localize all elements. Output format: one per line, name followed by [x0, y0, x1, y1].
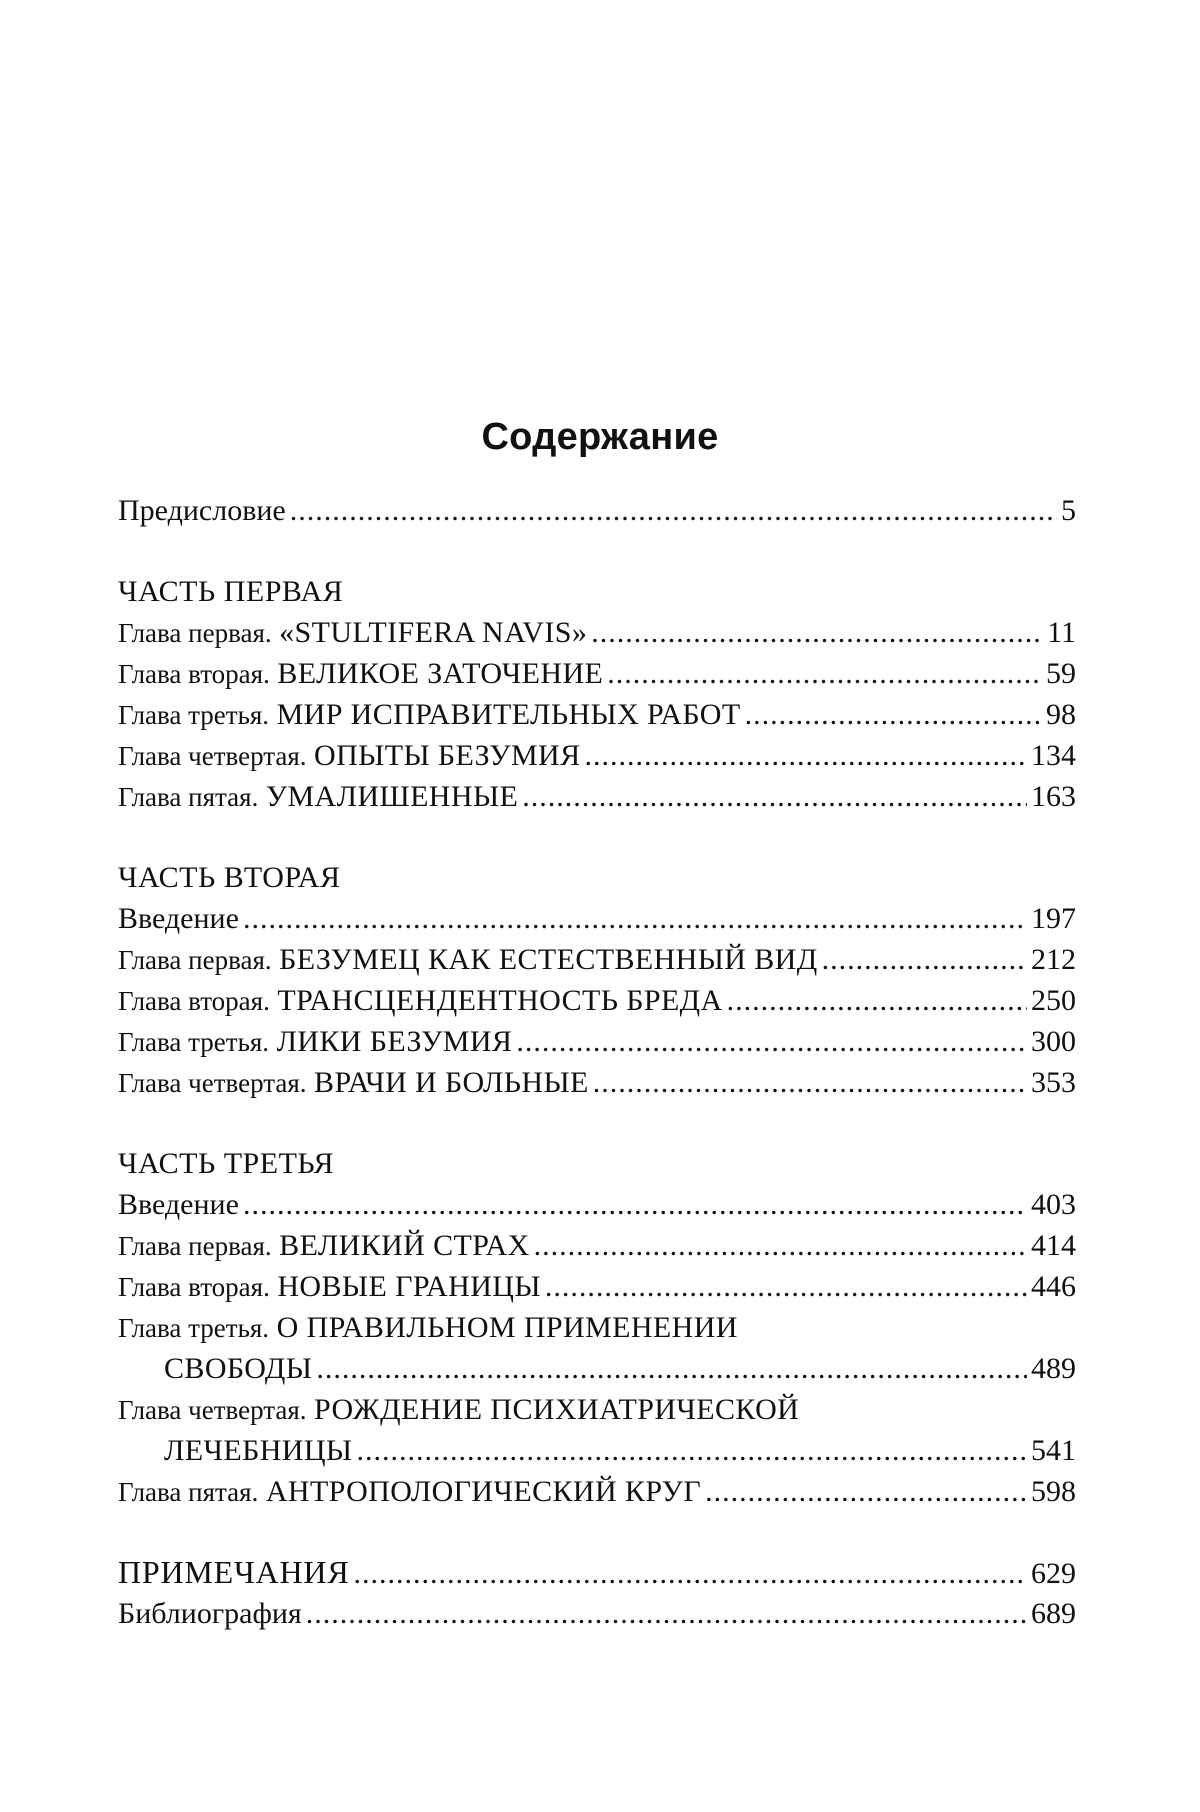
- page-number: 689: [1031, 1597, 1076, 1630]
- page-number: 11: [1047, 616, 1076, 649]
- toc-entry-continuation: [118, 1348, 1076, 1389]
- toc-entry: [118, 1062, 1076, 1103]
- dot-leader: [545, 1266, 1027, 1307]
- chapter-title: ТРАНСЦЕНДЕНТНОСТЬ БРЕДА: [277, 984, 723, 1017]
- dot-leader: [822, 939, 1027, 980]
- dot-leader: [353, 1553, 1027, 1594]
- dot-leader: [516, 1021, 1027, 1062]
- chapter-title: МИР ИСПРАВИТЕЛЬНЫХ РАБОТ: [276, 698, 741, 731]
- entry-label: Введение: [118, 1188, 239, 1221]
- page-number: 98: [1046, 698, 1076, 731]
- page-number: 541: [1031, 1434, 1076, 1467]
- chapter-title: АНТРОПОЛОГИЧЕСКИЙ КРУГ: [265, 1475, 702, 1508]
- chapter-title: ВРАЧИ И БОЛЬНЫЕ: [314, 1066, 589, 1099]
- chapter-prefix: Глава вторая.: [118, 659, 270, 689]
- chapter-title: УМАЛИШЕННЫЕ: [265, 780, 519, 813]
- chapter-prefix: Глава четвертая.: [118, 1395, 307, 1425]
- chapter-prefix: Глава четвертая.: [118, 741, 307, 771]
- toc-entry-notes: [118, 1552, 1076, 1593]
- chapter-title: «STULTIFERA NAVIS»: [279, 616, 588, 649]
- page-number: 300: [1031, 1025, 1076, 1058]
- page-number: 5: [1061, 494, 1076, 527]
- page-number: 629: [1031, 1557, 1076, 1590]
- page-number: 134: [1031, 739, 1076, 772]
- chapter-title: ВЕЛИКОЕ ЗАТОЧЕНИЕ: [277, 657, 604, 690]
- toc-entry: [118, 694, 1076, 735]
- dot-leader: [316, 1348, 1027, 1389]
- chapter-prefix: Глава третья.: [118, 1027, 270, 1057]
- dot-leader: [534, 1225, 1027, 1266]
- toc-entry: [118, 1021, 1076, 1062]
- page-number: 489: [1031, 1352, 1076, 1385]
- dot-leader: [593, 1062, 1027, 1103]
- toc-entry-line1: [118, 1307, 1076, 1348]
- dot-leader: [607, 653, 1042, 694]
- entry-label: Библиография: [118, 1597, 302, 1630]
- toc-entry: [118, 980, 1076, 1021]
- chapter-prefix: Глава первая.: [118, 618, 272, 648]
- chapter-title: РОЖДЕНИЕ ПСИХИАТРИЧЕСКОЙ: [314, 1393, 800, 1426]
- page-number: 163: [1031, 780, 1076, 813]
- toc-entry-intro: [118, 898, 1076, 939]
- page-number: 403: [1031, 1188, 1076, 1221]
- page-number: 250: [1031, 984, 1076, 1017]
- toc-entry-line1: [118, 1389, 1076, 1430]
- dot-leader: [727, 980, 1027, 1021]
- page-number: 598: [1031, 1475, 1076, 1508]
- entry-label: Введение: [118, 902, 239, 935]
- chapter-prefix: Глава вторая.: [118, 1272, 270, 1302]
- chapter-prefix: Глава первая.: [118, 1231, 272, 1261]
- entry-label: ПРИМЕЧАНИЯ: [118, 1554, 350, 1590]
- chapter-prefix: Глава третья.: [118, 1313, 270, 1343]
- toc-entry-intro: [118, 1184, 1076, 1225]
- dot-leader: [243, 898, 1027, 939]
- dot-leader: [745, 694, 1042, 735]
- toc-entry: [118, 1225, 1076, 1266]
- page-number: 446: [1031, 1270, 1076, 1303]
- toc-entry: [118, 939, 1076, 980]
- dot-leader: [306, 1593, 1027, 1634]
- page-title: Содержание: [481, 416, 719, 458]
- chapter-title: ЛИКИ БЕЗУМИЯ: [276, 1025, 513, 1058]
- chapter-prefix: Глава третья.: [118, 700, 270, 730]
- toc-entry: [118, 653, 1076, 694]
- dot-leader: [522, 776, 1027, 817]
- part-heading: ЧАСТЬ ВТОРАЯ: [118, 861, 341, 894]
- page-number: 59: [1046, 657, 1076, 690]
- table-of-contents: [118, 490, 1076, 1634]
- chapter-title: О ПРАВИЛЬНОМ ПРИМЕНЕНИИ: [276, 1311, 738, 1344]
- dot-leader: [585, 735, 1027, 776]
- toc-entry: [118, 735, 1076, 776]
- chapter-title: ВЕЛИКИЙ СТРАХ: [279, 1229, 530, 1262]
- entry-label: Предисловие: [118, 494, 286, 527]
- toc-entry-bibliography: [118, 1593, 1076, 1634]
- toc-entry: [118, 1266, 1076, 1307]
- dot-leader: [243, 1184, 1027, 1225]
- page-number: 414: [1031, 1229, 1076, 1262]
- chapter-prefix: Глава пятая.: [118, 782, 259, 812]
- dot-leader: [591, 612, 1043, 653]
- chapter-prefix: Глава четвертая.: [118, 1068, 307, 1098]
- toc-entry-continuation: [118, 1430, 1076, 1471]
- chapter-prefix: Глава первая.: [118, 945, 272, 975]
- toc-entry: [118, 612, 1076, 653]
- part-heading: ЧАСТЬ ТРЕТЬЯ: [118, 1147, 335, 1180]
- chapter-title: НОВЫЕ ГРАНИЦЫ: [277, 1270, 541, 1303]
- toc-entry: [118, 776, 1076, 817]
- chapter-title: БЕЗУМЕЦ КАК ЕСТЕСТВЕННЫЙ ВИД: [279, 943, 818, 976]
- chapter-title-continuation: СВОБОДЫ: [164, 1352, 313, 1385]
- dot-leader: [290, 490, 1057, 531]
- chapter-title: ОПЫТЫ БЕЗУМИЯ: [314, 739, 581, 772]
- dot-leader: [356, 1430, 1027, 1471]
- chapter-title-continuation: ЛЕЧЕБНИЦЫ: [164, 1434, 353, 1467]
- toc-entry: [118, 1471, 1076, 1512]
- toc-entry-preface: [118, 490, 1076, 531]
- page-number: 212: [1031, 943, 1076, 976]
- chapter-prefix: Глава вторая.: [118, 986, 270, 1016]
- page-number: 197: [1031, 902, 1076, 935]
- part-heading: ЧАСТЬ ПЕРВАЯ: [118, 575, 344, 608]
- dot-leader: [705, 1471, 1027, 1512]
- chapter-prefix: Глава пятая.: [118, 1477, 259, 1507]
- page-number: 353: [1031, 1066, 1076, 1099]
